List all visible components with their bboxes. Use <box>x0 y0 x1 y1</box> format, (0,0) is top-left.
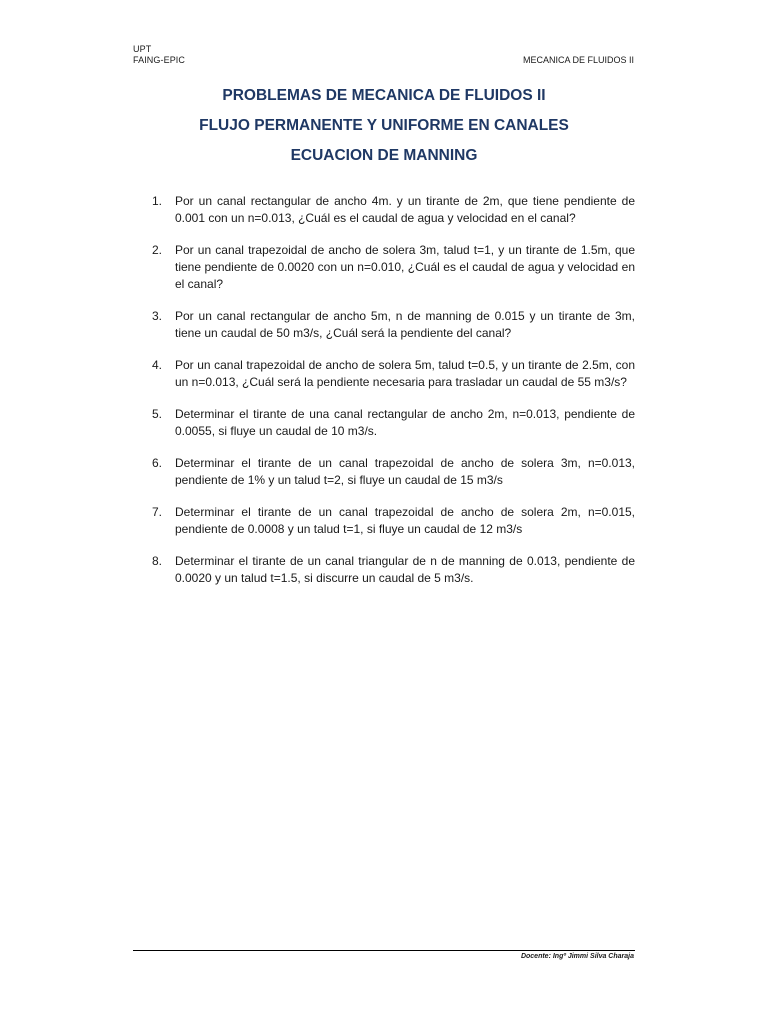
footer-divider <box>133 950 635 951</box>
header-course: MECANICA DE FLUIDOS II <box>522 55 634 65</box>
problem-number: 3. <box>152 309 163 323</box>
document-title: PROBLEMAS DE MECANICA DE FLUIDOS II <box>222 87 546 104</box>
problem-item <box>152 504 635 538</box>
problem-text: Determinar el tirante de una canal rectangular de ancho 2m, n=0.013, pendiente de 0.0055, si fluye un caudal de 10 m3/s. <box>175 407 635 438</box>
problem-text: Por un canal trapezoidal de ancho de solera 5m, talud t=0.5, y un tirante de 2.5m, con un n=0.013, ¿Cuál será la pendiente necesaria para trasladar un caudal de 55 m3/s? <box>175 358 635 389</box>
problem-text: Por un canal trapezoidal de ancho de solera 3m, talud t=1, y un tirante de 1.5m, que tiene pendiente de 0.0020 con un n=0.010, ¿Cuál es el caudal de agua y velocidad en el canal? <box>175 243 635 291</box>
problem-number: 1. <box>152 194 163 208</box>
problem-text: Determinar el tirante de un canal triangular de n de manning de 0.013, pendiente de 0.0020 y un talud t=1.5, si discurre un caudal de 5 m3/s. <box>175 554 635 585</box>
title-block <box>0 86 768 176</box>
footer-instructor: Docente: Ingº Jimmi Silva Charaja <box>520 953 634 960</box>
problem-item <box>152 455 635 489</box>
header-institution <box>133 44 185 66</box>
problem-item <box>152 308 635 342</box>
header-university: UPT <box>133 44 152 54</box>
problem-list <box>152 193 635 602</box>
problem-number: 6. <box>152 456 163 470</box>
problem-item <box>152 553 635 587</box>
problem-item <box>152 406 635 440</box>
problem-number: 2. <box>152 243 163 257</box>
problem-item <box>152 242 635 293</box>
document-subtitle: FLUJO PERMANENTE Y UNIFORME EN CANALES <box>199 117 569 134</box>
problem-number: 8. <box>152 554 163 568</box>
problem-text: Determinar el tirante de un canal trapezoidal de ancho de solera 3m, n=0.013, pendiente de 1% y un talud t=2, si fluye un caudal de 15 m3/s <box>175 456 635 487</box>
problem-item <box>152 357 635 391</box>
problem-text: Por un canal rectangular de ancho 5m, n de manning de 0.015 y un tirante de 3m, tiene un caudal de 50 m3/s, ¿Cuál será la pendiente del canal? <box>175 309 635 340</box>
problem-item <box>152 193 635 227</box>
document-topic: ECUACION DE MANNING <box>290 147 478 164</box>
problem-text: Determinar el tirante de un canal trapezoidal de ancho de solera 2m, n=0.015, pendiente de 0.0008 y un talud t=1, si fluye un caudal de 12 m3/s <box>175 505 635 536</box>
problem-text: Por un canal rectangular de ancho 4m. y un tirante de 2m, que tiene pendiente de 0.001 con un n=0.013, ¿Cuál es el caudal de agua y velocidad en el canal? <box>175 194 635 225</box>
header-faculty: FAING-EPIC <box>133 55 186 65</box>
problem-number: 7. <box>152 505 163 519</box>
problem-number: 5. <box>152 407 163 421</box>
problem-number: 4. <box>152 358 163 372</box>
